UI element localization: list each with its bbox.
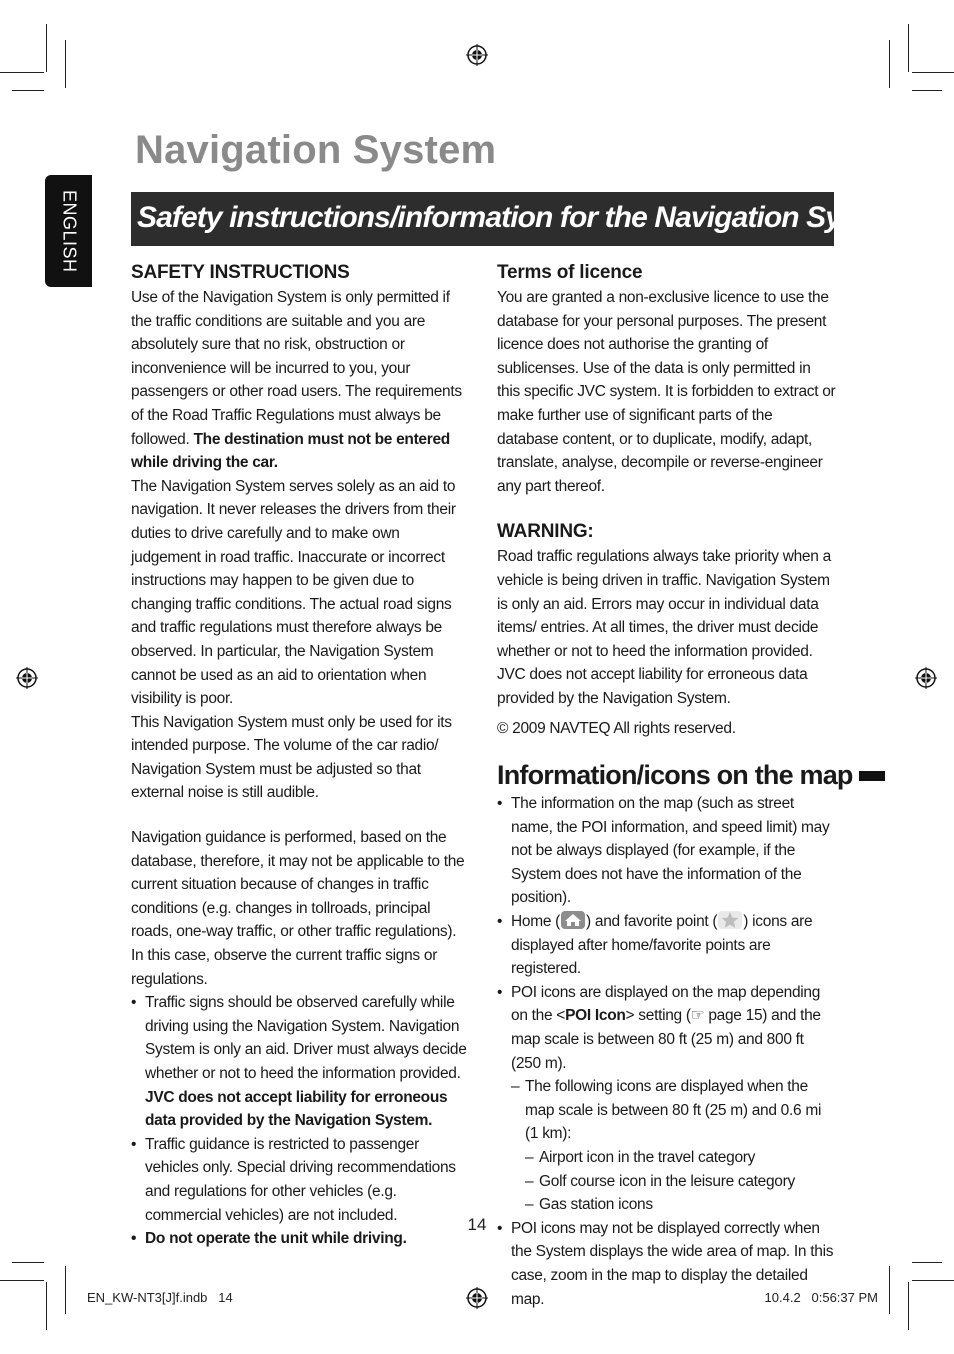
registration-mark-icon — [466, 44, 488, 66]
safety-paragraph-2: The Navigation System serves solely as an aid to navigation. It never releases the drivers from their duties to drive carefully and to make own judgement in road traffic. Inaccurate or incorrect instructions may happen to be given due to changing traffic conditions. The actual road signs and traffic regulations must therefore always be observed. In particular, the Navigation System cannot be used as an aid to orientation when visibility is poor. — [131, 477, 456, 708]
info-heading-text: Information/icons on the map — [497, 760, 853, 791]
info-b2-b: ) and favorite point ( — [586, 913, 718, 931]
section-bar-icon — [859, 771, 885, 781]
favorite-star-icon — [717, 910, 743, 930]
crop-mark — [65, 40, 66, 88]
info-b3-a: POI icons are displayed on the map depending on the < — [511, 983, 821, 1025]
copyright: © 2009 NAVTEQ All rights reserved. — [497, 719, 736, 737]
crop-mark — [908, 1282, 909, 1330]
safety-bullet-1 — [131, 991, 471, 1133]
crop-mark — [12, 1262, 44, 1263]
registration-mark-icon — [466, 1287, 488, 1309]
crop-mark — [908, 24, 909, 72]
warning-heading: WARNING: — [497, 521, 594, 543]
crop-mark — [912, 1262, 942, 1263]
footer-timestamp: 10.4.2 0:56:37 PM — [764, 1290, 878, 1305]
info-b2-c: ) icons are displayed after home/favorite points are registered. — [511, 913, 813, 978]
safety-heading: SAFETY INSTRUCTIONS — [131, 262, 350, 283]
terms-heading: Terms of licence — [497, 262, 643, 283]
section-banner-title: Safety instructions/information for the Navigation System — [137, 201, 908, 234]
right-column — [497, 260, 853, 1311]
info-b2-a: Home ( — [511, 913, 561, 931]
warning-text: Road traffic regulations always take priority when a vehicle is being driven in traffic. Navigation System is only an aid. Errors may occur in individual data items/ entries. At all times, the driver must decide whether or not to heed the information provided. — [497, 548, 831, 660]
page-title: Navigation System — [135, 128, 497, 172]
registration-mark-icon — [16, 667, 38, 689]
info-bullet-3 — [497, 981, 837, 1075]
crop-mark — [912, 1280, 954, 1281]
info-sub-2: – Airport icon in the travel category — [497, 1146, 837, 1170]
language-tab-label: ENGLISH — [59, 189, 80, 273]
info-bullet-1: • The information on the map (such as street name, the POI information, and speed limit) may not be always displayed (for example, if the System does not have the information of the position). — [497, 792, 837, 910]
crop-mark — [889, 1266, 890, 1314]
info-sub-1: – The following icons are displayed when the map scale is between 80 ft (25 m) and 0.6 mi (1 km): — [497, 1075, 837, 1146]
crop-mark — [912, 72, 954, 73]
warning-text-2: JVC does not accept liability for erroneous data provided by the Navigation System. — [497, 666, 808, 707]
registration-mark-icon — [915, 667, 937, 689]
poi-icon-setting-name: POI Icon — [565, 1007, 626, 1025]
info-bullet-4: • POI icons may not be displayed correctly when the System displays the wide area of map. In this case, zoom in the map to display the detailed map. — [497, 1217, 837, 1311]
safety-paragraph-3: This Navigation System must only be used for its intended purpose. The volume of the car radio/ Navigation System must be adjusted so that external noise is still audible. — [131, 713, 452, 802]
terms-text: You are granted a non-exclusive licence to use the database for your personal purposes. The present licence does not authorise the granting of sublicenses. Use of the data is only permitted in this specific JVC system. It is forbidden to extract or make further use of significant parts of the database content, or to duplicate, modify, adapt, translate, analyse, decompile or reverse-engineer any part thereof. — [497, 289, 836, 495]
crop-mark — [0, 1280, 44, 1281]
spacer — [497, 498, 837, 519]
crop-mark — [0, 72, 44, 73]
info-sub-3: – Golf course icon in the leisure category — [497, 1170, 837, 1194]
spacer — [497, 740, 837, 758]
spacer — [131, 805, 471, 826]
info-sub-4: – Gas station icons — [497, 1193, 837, 1217]
home-icon — [560, 910, 586, 930]
crop-mark — [912, 90, 942, 91]
page-number: 14 — [467, 1215, 487, 1234]
safety-bullet-2: • Traffic guidance is restricted to passenger vehicles only. Special driving recommendations and regulations for other vehicles (e.g. commercial vehicles) are not included. — [131, 1133, 471, 1227]
footer-file-info: EN_KW-NT3[J]f.indb 14 — [87, 1290, 233, 1305]
crop-mark — [889, 40, 890, 88]
section-banner — [131, 192, 908, 246]
crop-mark — [12, 90, 44, 91]
safety-paragraph-1 — [131, 286, 471, 475]
safety-bullet-3: • Do not operate the unit while driving. — [131, 1227, 471, 1251]
safety-p1-bold: The destination must not be entered while driving the car. — [131, 430, 450, 472]
language-tab — [45, 175, 92, 287]
safety-p1-text: Use of the Navigation System is only permitted if the traffic conditions are suitable and you are absolutely sure that no risk, obstruction or inconvenience will be incurred to you, your passengers or other road users. The requirements of the Road Traffic Regulations must always be followed. — [131, 289, 462, 448]
safety-bullet-1-text: Traffic signs should be observed carefully while driving using the Navigation System. Navigation System is only an aid. Driver must always decide whether or not to heed the information provided. — [145, 994, 467, 1082]
crop-mark — [46, 24, 47, 72]
left-column — [131, 260, 471, 1251]
info-heading — [497, 758, 853, 792]
safety-bullet-1-bold: JVC does not accept liability for erroneous data provided by the Navigation System. — [145, 1088, 448, 1130]
safety-paragraph-4: Navigation guidance is performed, based on the database, therefore, it may not be applicable to the current situation because of changes in traffic conditions (e.g. changes in tollroads, principal roads, one-way traffic, or other traffic regulations). In this case, observe the current traffic signs or regulations. — [131, 829, 465, 988]
crop-mark — [65, 1266, 66, 1314]
crop-mark — [46, 1282, 47, 1330]
info-bullet-2 — [497, 910, 837, 981]
info-b3-b: > setting (☞ page 15) and the map scale is between 80 ft (25 m) and 800 ft (250 m). — [511, 1007, 821, 1072]
